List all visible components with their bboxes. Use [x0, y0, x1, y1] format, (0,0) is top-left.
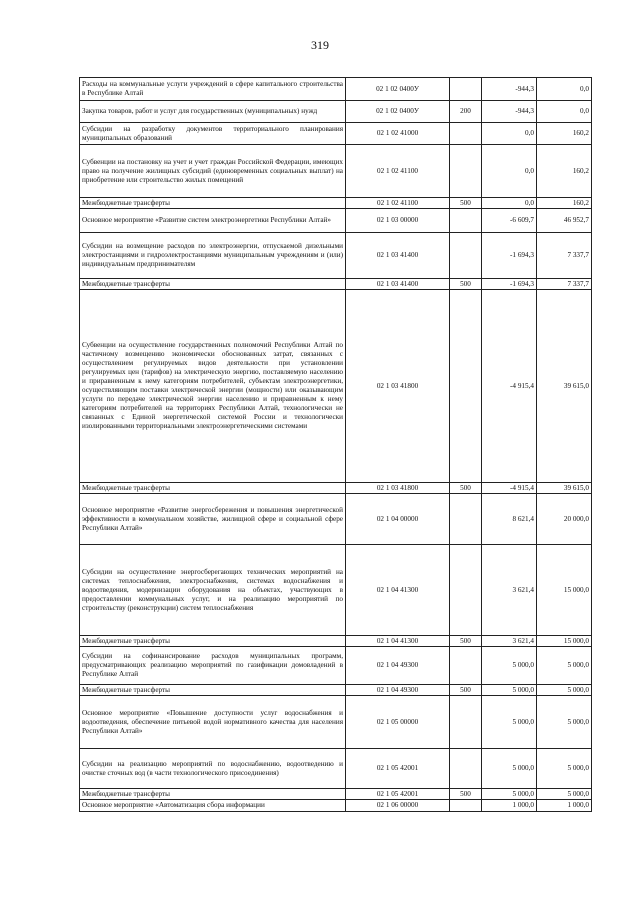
- target-code: 02 1 02 0400У: [346, 78, 450, 101]
- target-code: 02 1 03 41400: [346, 233, 450, 279]
- item-name: Субвенции на постановку на учет и учет граждан Российской Федерации, имеющих право на получение жилищных субсидий (единовременных социальных выплат) на приобретение или строительство жилых помещений: [80, 145, 346, 198]
- table-row: [80, 233, 592, 279]
- amount-change: -944,3: [482, 78, 537, 101]
- amount-total: 160,2: [537, 123, 592, 145]
- item-name: Субсидии на реализацию мероприятий по водоснабжению, водоотведению и очистке сточных вод (в части технологического присоединения): [80, 749, 346, 789]
- table-row: [80, 696, 592, 749]
- amount-total: 15 000,0: [537, 545, 592, 636]
- target-code: 02 1 03 00000: [346, 209, 450, 233]
- expense-type: 500: [450, 483, 482, 494]
- table-row: [80, 78, 592, 101]
- amount-total: 0,0: [537, 101, 592, 123]
- expense-type: 500: [450, 685, 482, 696]
- amount-total: 5 000,0: [537, 647, 592, 685]
- target-code: 02 1 05 42001: [346, 749, 450, 789]
- expense-type: [450, 494, 482, 545]
- expense-type: [450, 696, 482, 749]
- target-code: 02 1 02 41000: [346, 123, 450, 145]
- item-name: Межбюджетные трансферты: [80, 789, 346, 800]
- amount-change: -4 915,4: [482, 483, 537, 494]
- expense-type: [450, 78, 482, 101]
- table-row: [80, 749, 592, 789]
- expense-type: [450, 123, 482, 145]
- table-row: [80, 545, 592, 636]
- page-number: 319: [311, 38, 329, 52]
- expense-type: 200: [450, 101, 482, 123]
- table-row: [80, 636, 592, 647]
- target-code: 02 1 04 41300: [346, 545, 450, 636]
- amount-change: 3 621,4: [482, 636, 537, 647]
- amount-change: 8 621,4: [482, 494, 537, 545]
- table-row: [80, 494, 592, 545]
- expense-type: 500: [450, 279, 482, 290]
- target-code: 02 1 03 41800: [346, 483, 450, 494]
- table-row: [80, 198, 592, 209]
- amount-total: 5 000,0: [537, 685, 592, 696]
- item-name: Субсидии на разработку документов территориального планирования муниципальных образований: [80, 123, 346, 145]
- amount-total: 39 615,0: [537, 483, 592, 494]
- amount-total: 160,2: [537, 198, 592, 209]
- table-row: [80, 483, 592, 494]
- amount-total: 5 000,0: [537, 789, 592, 800]
- item-name: Основное мероприятие «Развитие систем электроэнергетики Республики Алтай»: [80, 209, 346, 233]
- table-row: [80, 789, 592, 800]
- item-name: Расходы на коммунальные услуги учреждений в сфере капитального строительства в Республике Алтай: [80, 78, 346, 101]
- expense-type: 500: [450, 636, 482, 647]
- target-code: 02 1 05 00000: [346, 696, 450, 749]
- target-code: 02 1 03 41400: [346, 279, 450, 290]
- table-row: [80, 800, 592, 812]
- item-name: Межбюджетные трансферты: [80, 279, 346, 290]
- expense-type: [450, 800, 482, 812]
- item-name: Субсидии на софинансирование расходов муниципальных программ, предусматривающих реализацию мероприятий по газификации домовладений в Республике Алтай: [80, 647, 346, 685]
- amount-change: 3 621,4: [482, 545, 537, 636]
- amount-change: 1 000,0: [482, 800, 537, 812]
- amount-total: 1 000,0: [537, 800, 592, 812]
- table-row: [80, 101, 592, 123]
- item-name: Субсидии на возмещение расходов по электроэнергии, отпускаемой дизельными электростанциями и гидроэлектростанциями муниципальным учреждениям и (или) индивидуальным предпринимателям: [80, 233, 346, 279]
- budget-table-body: [80, 78, 592, 812]
- amount-total: 15 000,0: [537, 636, 592, 647]
- amount-change: 5 000,0: [482, 749, 537, 789]
- item-name: Межбюджетные трансферты: [80, 685, 346, 696]
- table-row: [80, 145, 592, 198]
- amount-change: 5 000,0: [482, 789, 537, 800]
- amount-total: 7 337,7: [537, 279, 592, 290]
- target-code: 02 1 05 42001: [346, 789, 450, 800]
- amount-change: -944,3: [482, 101, 537, 123]
- target-code: 02 1 06 00000: [346, 800, 450, 812]
- expense-type: [450, 233, 482, 279]
- target-code: 02 1 03 41800: [346, 290, 450, 483]
- expense-type: [450, 209, 482, 233]
- item-name: Межбюджетные трансферты: [80, 198, 346, 209]
- amount-total: 160,2: [537, 145, 592, 198]
- target-code: 02 1 04 49300: [346, 647, 450, 685]
- amount-change: 0,0: [482, 123, 537, 145]
- target-code: 02 1 04 00000: [346, 494, 450, 545]
- table-row: [80, 123, 592, 145]
- amount-total: 20 000,0: [537, 494, 592, 545]
- expense-type: 500: [450, 198, 482, 209]
- target-code: 02 1 02 41100: [346, 198, 450, 209]
- item-name: Межбюджетные трансферты: [80, 636, 346, 647]
- target-code: 02 1 02 0400У: [346, 101, 450, 123]
- expense-type: [450, 290, 482, 483]
- item-name: Закупка товаров, работ и услуг для государственных (муниципальных) нужд: [80, 101, 346, 123]
- item-name: Основное мероприятие «Повышение доступности услуг водоснабжения и водоотведения, обеспечение питьевой водой нормативного качества для населения Республики Алтай»: [80, 696, 346, 749]
- table-row: [80, 647, 592, 685]
- amount-change: 0,0: [482, 145, 537, 198]
- amount-total: 7 337,7: [537, 233, 592, 279]
- expense-type: 500: [450, 789, 482, 800]
- amount-change: 5 000,0: [482, 647, 537, 685]
- target-code: 02 1 04 41300: [346, 636, 450, 647]
- amount-total: 5 000,0: [537, 749, 592, 789]
- table-row: [80, 685, 592, 696]
- item-name: Межбюджетные трансферты: [80, 483, 346, 494]
- target-code: 02 1 02 41100: [346, 145, 450, 198]
- table-row: [80, 209, 592, 233]
- expense-type: [450, 545, 482, 636]
- item-name: Субсидии на осуществление энергосберегающих технических мероприятий на системах теплоснабжения, электроснабжения, системах водоснабжения и водоотведения, модернизации оборудования на объектах, участвующих в предоставлении коммунальных услуг, и на реализацию мероприятий по строительству (реконструкции) систем теплоснабжения: [80, 545, 346, 636]
- item-name: Основное мероприятие «Автоматизация сбора информации: [80, 800, 346, 812]
- item-name: Субвенции на осуществление государственных полномочий Республики Алтай по частичному возмещению экономически обоснованных затрат, связанных с осуществлением регулируемых видов деятельности при установлении регулируемых цен (тарифов) на электрическую энергию, поставляемую населению и приравненным к нему категориям потребителей, субъектам электроэнергетики, осуществляющим поставки электрической энергии (мощности) или оказывающим услуги по передаче электрической энергии населению и приравненным к нему категориям потребителей на территориях Республики Алтай, технологически не связанных с Единой энергетической системой России и технологически изолированными территориальными электроэнергетическими системами: [80, 290, 346, 483]
- amount-total: 46 952,7: [537, 209, 592, 233]
- item-name: Основное мероприятие «Развитие энергосбережения и повышения энергетической эффективности в коммунальном хозяйстве, жилищной сфере и социальной сфере Республики Алтай»: [80, 494, 346, 545]
- expense-type: [450, 647, 482, 685]
- amount-change: -1 694,3: [482, 279, 537, 290]
- amount-total: 0,0: [537, 78, 592, 101]
- amount-total: 5 000,0: [537, 696, 592, 749]
- amount-change: 5 000,0: [482, 696, 537, 749]
- target-code: 02 1 04 49300: [346, 685, 450, 696]
- amount-change: -6 609,7: [482, 209, 537, 233]
- table-row: [80, 290, 592, 483]
- amount-change: 0,0: [482, 198, 537, 209]
- expense-type: [450, 145, 482, 198]
- expense-type: [450, 749, 482, 789]
- amount-change: 5 000,0: [482, 685, 537, 696]
- amount-total: 39 615,0: [537, 290, 592, 483]
- amount-change: -4 915,4: [482, 290, 537, 483]
- amount-change: -1 694,3: [482, 233, 537, 279]
- budget-table: [79, 77, 592, 812]
- table-row: [80, 279, 592, 290]
